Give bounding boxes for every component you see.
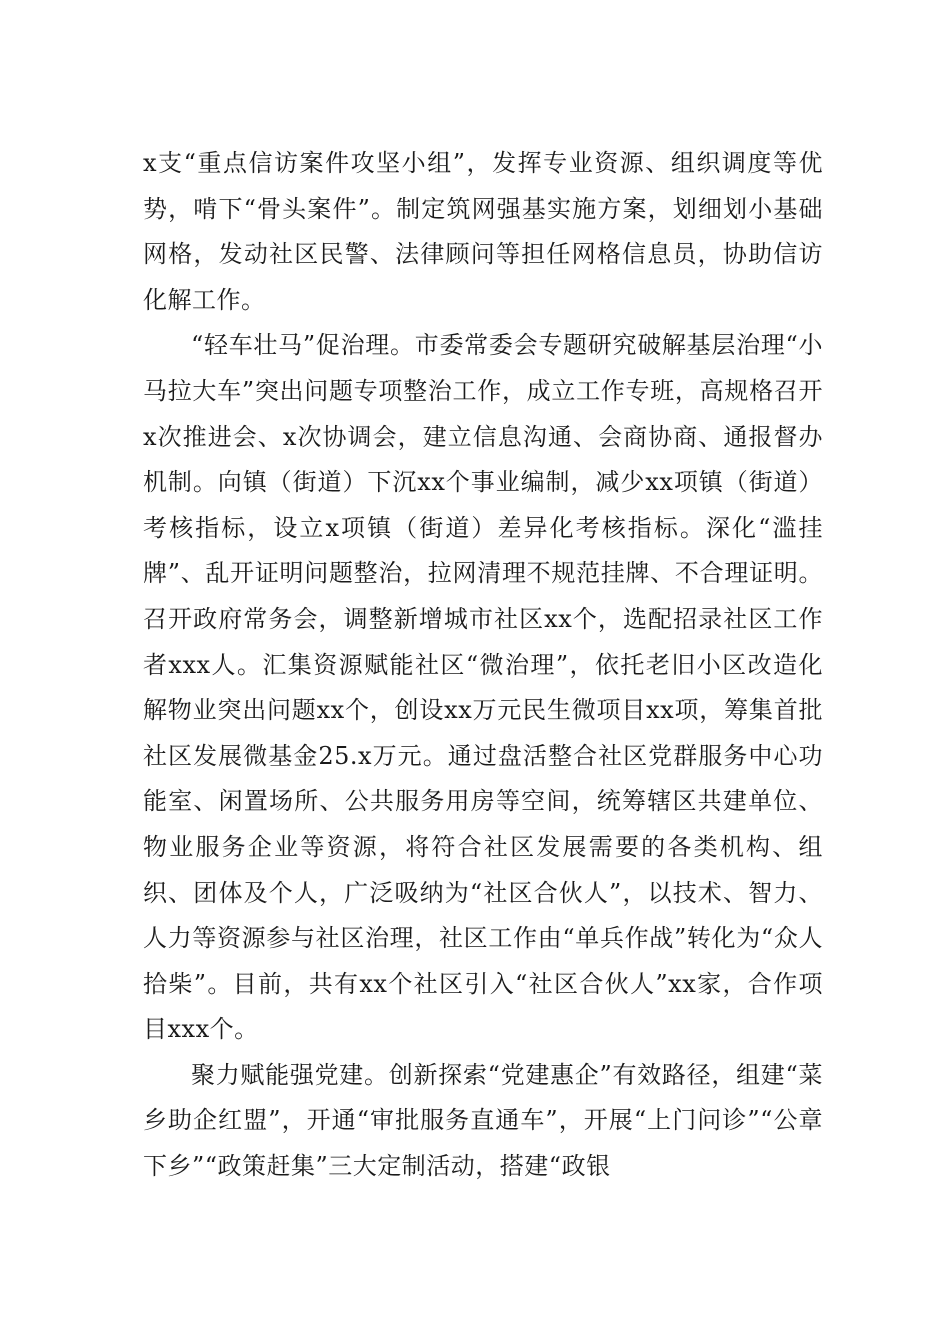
- document-body: [143, 141, 823, 1190]
- paragraph-governance: “轻车壮马”促治理。市委常委会专题研究破解基层治理“小马拉大车”突出问题专项整治工作，成立工作专班，高规格召开x次推进会、x次协调会，建立信息沟通、会商协商、通报督办机制。向镇（街道）下沉xx个事业编制，减少xx项镇（街道）考核指标，设立x项镇（街道）差异化考核指标。深化“滥挂牌”、乱开证明问题整治，拉网清理不规范挂牌、不合理证明。召开政府常务会，调整新增城市社区xx个，选配招录社区工作者xxx人。汇集资源赋能社区“微治理”，依托老旧小区改造化解物业突出问题xx个，创设xx万元民生微项目xx项，筹集首批社区发展微基金25.x万元。通过盘活整合社区党群服务中心功能室、闲置场所、公共服务用房等空间，统筹辖区共建单位、物业服务企业等资源，将符合社区发展需要的各类机构、组织、团体及个人，广泛吸纳为“社区合伙人”，以技术、智力、人力等资源参与社区治理，社区工作由“单兵作战”转化为“众人拾柴”。目前，共有xx个社区引入“社区合伙人”xx家，合作项目xxx个。: [143, 331, 823, 1044]
- paragraph-continuation: x支“重点信访案件攻坚小组”，发挥专业资源、组织调度等优势，啃下“骨头案件”。制定筑网强基实施方案，划细划小基础网格，发动社区民警、法律顾问等担任网格信息员，协助信访化解工作。: [143, 149, 823, 314]
- paragraph-party-building: 聚力赋能强党建。创新探索“党建惠企”有效路径，组建“菜乡助企红盟”，开通“审批服务直通车”，开展“上门问诊”“公章下乡”“政策赶集”三大定制活动，搭建“政银: [143, 1060, 823, 1181]
